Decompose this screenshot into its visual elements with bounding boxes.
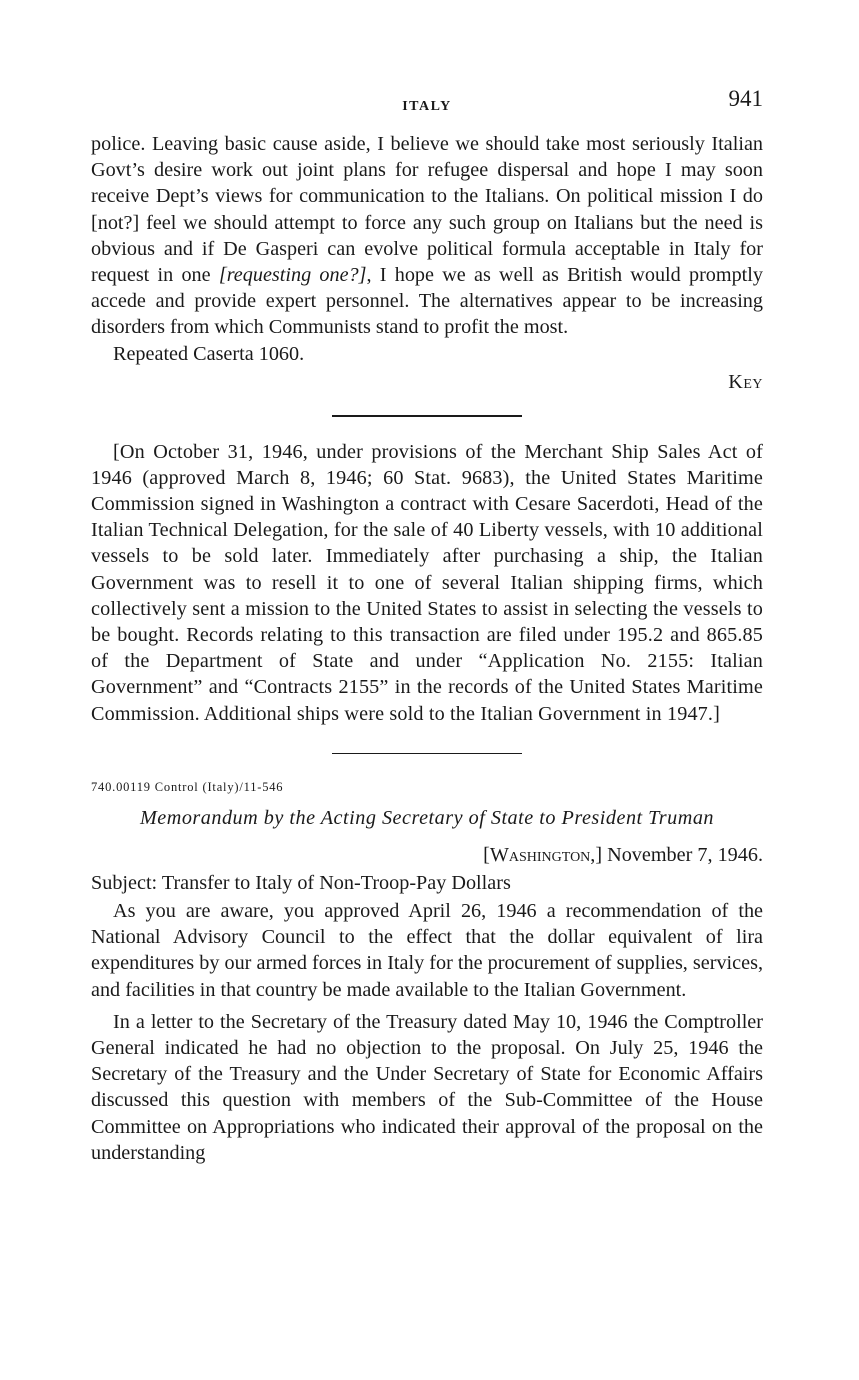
file-reference: 740.00119 Control (Italy)/11-546 bbox=[91, 780, 284, 795]
telegram-text-part-1: police. Leaving basic cause aside, I believe we should take most seriously Italian Govt’s desire work out joint plans for refugee dispersal and hope I may soon receive Dept’s views for communication to the Italians. On political mission I do [not?] feel we should attempt to force any such group on Italians but the need is obvious and if De Gasperi can evolve political formula acceptable in Italy for request in one bbox=[91, 133, 763, 287]
dateline-date: November 7, 1946. bbox=[602, 843, 763, 866]
dateline-place: [Washington,] bbox=[483, 843, 603, 866]
running-head: ITALY bbox=[402, 99, 452, 114]
document-page bbox=[91, 86, 763, 1166]
memorandum-subject: Subject: Transfer to Italy of Non-Troop-Pay Dollars bbox=[91, 871, 511, 894]
memorandum-paragraph: As you are aware, you approved April 26, 1946 a recommendation of the National Advisory Council to the effect that the dollar equivalent of lira expenditures by our armed forces in Italy for the procurement of supplies, services, and facilities in that country be made available to the Italian Government. bbox=[91, 900, 763, 1001]
memorandum-paragraph: In a letter to the Secretary of the Treasury dated May 10, 1946 the Comptroller General indicated he had no objection to the proposal. On July 25, 1946 the Secretary of the Treasury and the Under Secretary of State for Economic Affairs discussed this question with members of the Sub-Committee of the House Committee on Appropriations who indicated their approval of the proposal on the understanding bbox=[91, 1010, 763, 1164]
section-divider bbox=[332, 415, 522, 417]
page-header bbox=[91, 86, 763, 114]
signature: Key bbox=[728, 370, 763, 393]
repeated-line: Repeated Caserta 1060. bbox=[113, 342, 305, 365]
memorandum-title: Memorandum by the Acting Secretary of State to President Truman bbox=[139, 807, 715, 830]
telegram-bracketed-insertion: [requesting one?] bbox=[218, 264, 367, 287]
page-number: 941 bbox=[728, 86, 763, 111]
telegram-paragraph bbox=[91, 131, 763, 341]
editorial-note: [On October 31, 1946, under provisions of the Merchant Ship Sales Act of 1946 (approved March 8, 1946; 60 Stat. 9683), the United States Maritime Commission signed in Washington a contract with Cesare Sacerdoti, Head of the Italian Technical Delegation, for the sale of 40 Liberty vessels, with 10 additional vessels to be sold later. Immediately after purchasing a ship, the Italian Government was to resell it to one of several Italian shipping firms, which collectively sent a mission to the United States to assist in selecting the vessels to be bought. Records relating to this transaction are filed under 195.2 and 865.85 of the Department of State and under “Application No. 2155: Italian Government” and “Contracts 2155” in the records of the United States Maritime Commission. Additional ships were sold to the Italian Government in 1947.] bbox=[91, 440, 763, 725]
dateline bbox=[91, 842, 763, 868]
section-divider bbox=[332, 753, 522, 755]
telegram-text-part-2: , I hope we as well as British would promptly accede and provide expert personnel. The alternatives appear to be increasing disorders from which Communists stand to profit the most. bbox=[91, 264, 763, 339]
